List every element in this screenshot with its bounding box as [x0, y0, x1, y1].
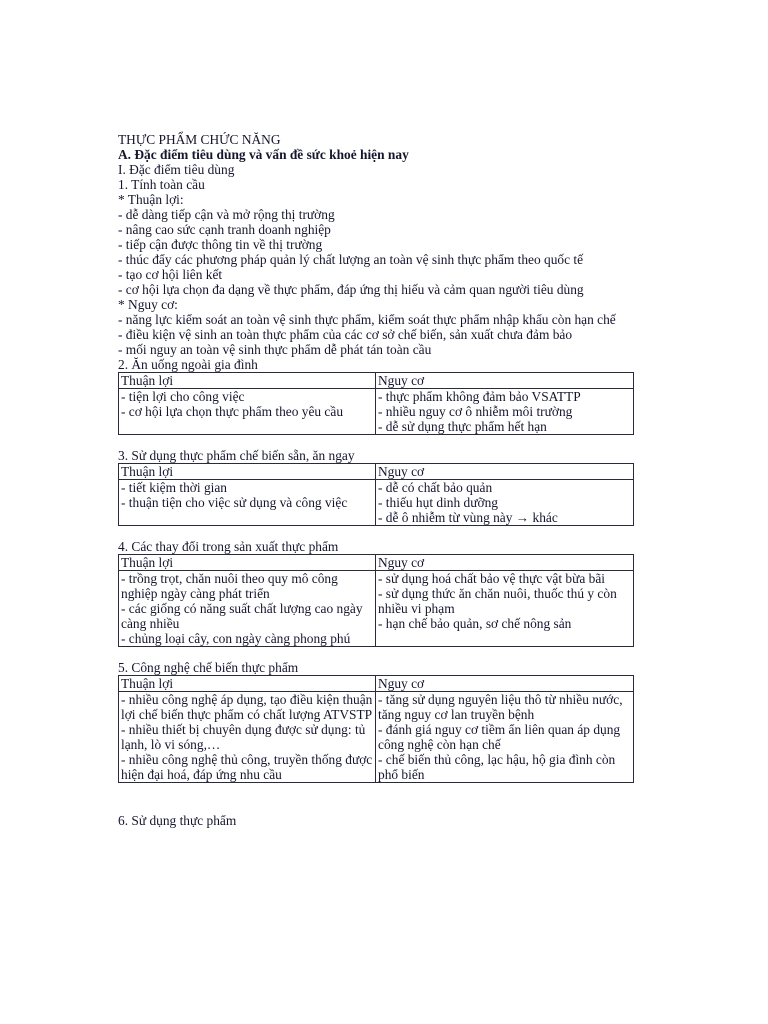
list-item: - dễ sử dụng thực phẩm hết hạn: [378, 419, 547, 434]
table-row: [119, 692, 634, 783]
section-3-heading: 3. Sử dụng thực phẩm chế biến sẵn, ăn ngay: [118, 448, 355, 463]
advantage-item: - nâng cao sức cạnh tranh doanh nghiệp: [118, 222, 331, 237]
list-item: - thực phẩm không đảm bảo VSATTP: [378, 389, 581, 404]
table-row: [119, 480, 634, 526]
risk-item: - năng lực kiểm soát an toàn vệ sinh thực phẩm, kiểm soát thực phẩm nhập khẩu còn hạn chế: [118, 312, 616, 327]
advantages-cell: [119, 480, 376, 526]
table-header-row: [119, 373, 634, 389]
advantage-item: - tiếp cận được thông tin về thị trường: [118, 237, 323, 252]
list-item: - nhiều công nghệ áp dụng, tạo điều kiện thuận lợi chế biến thực phẩm có chất lượng ATVSTP: [121, 692, 373, 722]
list-item: - cơ hội lựa chọn thực phẩm theo yêu cầu: [121, 404, 344, 419]
table-header-row: [119, 464, 634, 480]
table-header-row: [119, 676, 634, 692]
part-i-heading: I. Đặc điểm tiêu dùng: [118, 162, 235, 177]
intro-block: [118, 132, 638, 357]
advantage-item: - dễ dàng tiếp cận và mở rộng thị trường: [118, 207, 335, 222]
risks-cell: [376, 692, 634, 783]
header-risks: Nguy cơ: [376, 555, 634, 571]
header-risks: Nguy cơ: [376, 464, 634, 480]
list-item: - chế biến thủ công, lạc hậu, hộ gia đình còn phổ biến: [378, 752, 616, 782]
list-item: - thuận tiện cho việc sử dụng và công việc: [121, 495, 348, 510]
list-item: - nhiều công nghệ thủ công, truyền thống được hiện đại hoá, đáp ứng nhu cầu: [121, 752, 373, 782]
section-2-table: [118, 372, 634, 435]
header-advantages: Thuận lợi: [119, 555, 376, 571]
list-item: - tiện lợi cho công việc: [121, 389, 245, 404]
list-item: - nhiều nguy cơ ô nhiễm môi trường: [378, 404, 573, 419]
table-row: [119, 389, 634, 435]
list-item: - sử dụng hoá chất bảo vệ thực vật bừa bãi: [378, 571, 606, 586]
section-4-table: [118, 554, 634, 647]
list-item: - nhiều thiết bị chuyên dụng được sử dụng: tủ lạnh, lò vi sóng,…: [121, 722, 366, 752]
list-item: - hạn chế bảo quản, sơ chế nông sản: [378, 616, 572, 631]
table-row: [119, 571, 634, 647]
risk-item: - điều kiện vệ sinh an toàn thực phẩm của các cơ sở chế biến, sản xuất chưa đảm bảo: [118, 327, 573, 342]
risks-cell: [376, 480, 634, 526]
risks-cell: [376, 571, 634, 647]
advantage-item: - thúc đẩy các phương pháp quản lý chất lượng an toàn vệ sinh thực phẩm theo quốc tế: [118, 252, 584, 267]
advantages-label: * Thuận lợi:: [118, 192, 184, 207]
list-item: - đánh giá nguy cơ tiềm ẩn liên quan áp dụng công nghệ còn hạn chế: [378, 722, 621, 752]
list-item: - trồng trọt, chăn nuôi theo quy mô công nghiệp ngày càng phát triển: [121, 571, 338, 601]
section-2-heading: 2. Ăn uống ngoài gia đình: [118, 357, 258, 372]
list-item: - các giống có năng suất chất lượng cao ngày càng nhiều: [121, 601, 363, 631]
section-6-heading: 6. Sử dụng thực phẩm: [118, 813, 237, 828]
list-item: - tiết kiệm thời gian: [121, 480, 228, 495]
list-item: - chủng loại cây, con ngày càng phong phú: [121, 631, 351, 646]
section-4-heading: 4. Các thay đổi trong sản xuất thực phẩm: [118, 539, 339, 554]
section-5-table: [118, 675, 634, 783]
list-item: - tăng sử dụng nguyên liệu thô từ nhiều nước, tăng nguy cơ lan truyền bệnh: [378, 692, 623, 722]
sub1-heading: 1. Tính toàn cầu: [118, 177, 205, 192]
header-advantages: Thuận lợi: [119, 464, 376, 480]
risk-item: - mối nguy an toàn vệ sinh thực phẩm dễ phát tán toàn cầu: [118, 342, 432, 357]
header-risks: Nguy cơ: [376, 373, 634, 389]
header-risks: Nguy cơ: [376, 676, 634, 692]
section-a-heading: A. Đặc điểm tiêu dùng và vấn đề sức khoẻ hiện nay: [118, 147, 409, 162]
table-header-row: [119, 555, 634, 571]
advantages-cell: [119, 692, 376, 783]
header-advantages: Thuận lợi: [119, 373, 376, 389]
section-3-table: [118, 463, 634, 526]
risks-label: * Nguy cơ:: [118, 297, 178, 312]
list-item: - sử dụng thức ăn chăn nuôi, thuốc thú y còn nhiều vi phạm: [378, 586, 617, 616]
advantages-cell: [119, 571, 376, 647]
advantages-cell: [119, 389, 376, 435]
document-page: [118, 132, 638, 828]
document-title: THỰC PHẨM CHỨC NĂNG: [118, 132, 281, 147]
list-item: - thiếu hụt dinh dưỡng: [378, 495, 498, 510]
risks-cell: [376, 389, 634, 435]
advantage-item: - tạo cơ hội liên kết: [118, 267, 223, 282]
section-5-heading: 5. Công nghệ chế biến thực phẩm: [118, 660, 299, 675]
list-item: - dễ có chất bảo quản: [378, 480, 493, 495]
header-advantages: Thuận lợi: [119, 676, 376, 692]
list-item: - dễ ô nhiễm từ vùng này → khác: [378, 510, 558, 525]
advantage-item: - cơ hội lựa chọn đa dạng về thực phẩm, đáp ứng thị hiếu và cảm quan người tiêu dùng: [118, 282, 584, 297]
